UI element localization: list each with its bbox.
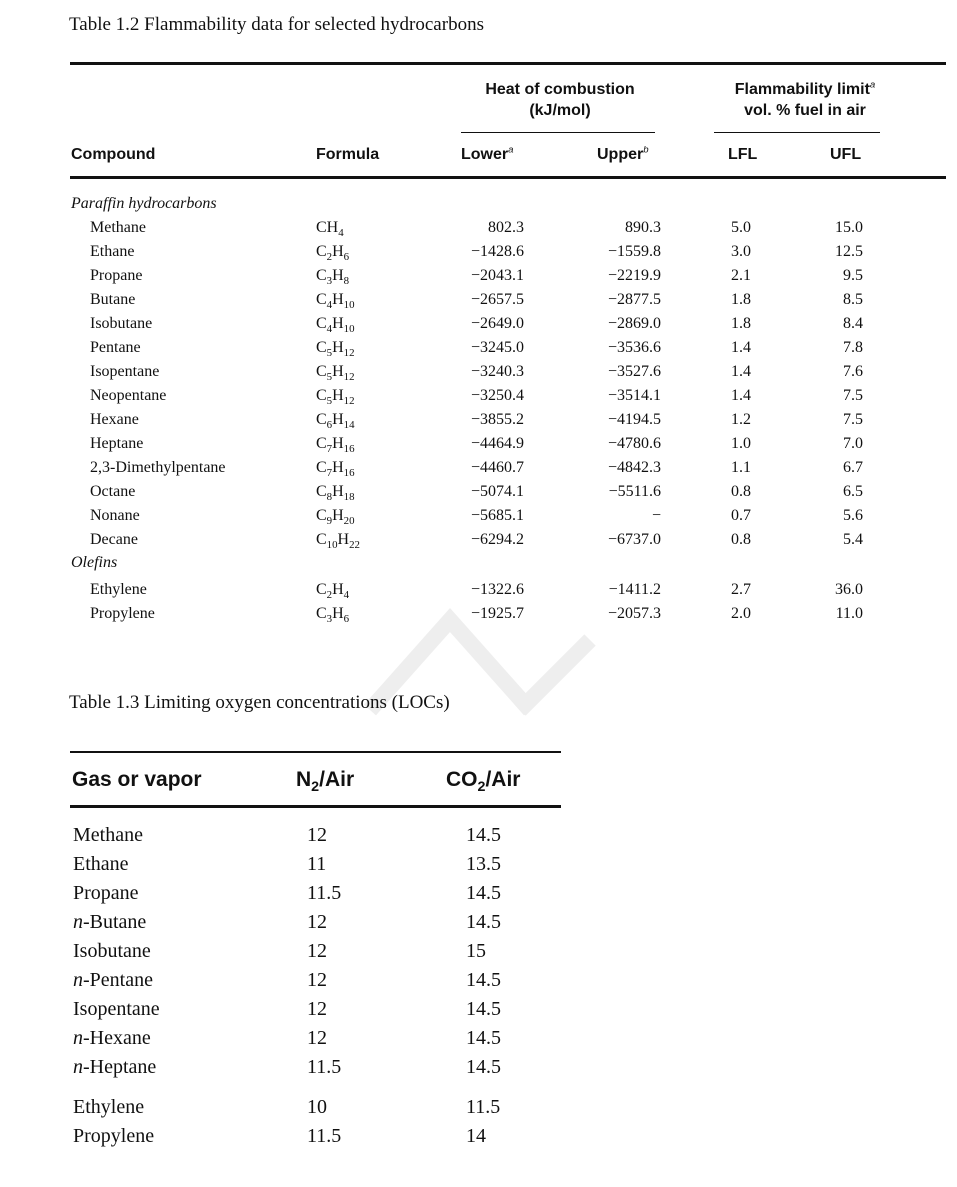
compound-cell: Isobutane	[90, 315, 153, 332]
lfl-cell: 2.0	[731, 605, 751, 622]
compound-cell: Ethylene	[90, 581, 147, 598]
lfl-cell: 1.1	[731, 459, 751, 476]
co2-air-cell: 14.5	[466, 1027, 501, 1049]
gas-name: Propylene	[73, 1125, 155, 1147]
co2-air-cell: 14.5	[466, 998, 501, 1020]
upper-heat-cell: −3514.1	[607, 387, 661, 404]
n2-air-cell: 11.5	[307, 882, 342, 904]
table-row	[0, 1093, 957, 1122]
upper-heat-cell: −1559.8	[607, 243, 661, 260]
col-co2-air	[446, 768, 521, 796]
heat-header-line2: (kJ/mol)	[529, 102, 591, 119]
upper-heat-cell: −4194.5	[607, 411, 661, 428]
gas-name: -Butane	[83, 911, 147, 933]
formula-cell	[316, 384, 355, 408]
col-upper-label: Upper	[597, 146, 644, 163]
lower-heat-cell: −4460.7	[470, 459, 524, 476]
formula-element: C	[316, 459, 327, 476]
gas-name: Propane	[73, 882, 139, 904]
lower-heat-cell: −3855.2	[470, 411, 524, 428]
flam-header-line2: vol. % fuel in air	[744, 102, 866, 119]
lower-heat-cell: −2043.1	[470, 267, 524, 284]
formula-cell	[316, 602, 349, 626]
co2-air-cell: 14.5	[466, 824, 501, 846]
compound-cell: Butane	[90, 291, 136, 308]
formula-cell	[316, 456, 355, 480]
table-row	[0, 384, 957, 408]
ufl-cell: 11.0	[835, 605, 863, 622]
ufl-cell: 7.5	[843, 387, 863, 404]
gas-cell	[73, 966, 153, 995]
formula-element: C	[316, 411, 327, 428]
table-row	[0, 432, 957, 456]
compound-cell: Neopentane	[90, 387, 167, 404]
lfl-cell: 1.4	[731, 387, 751, 404]
formula-element: H	[332, 483, 344, 500]
formula-element: C	[316, 507, 327, 524]
formula-cell	[316, 432, 355, 456]
formula-element: H	[332, 315, 344, 332]
compound-cell: Propane	[90, 267, 143, 284]
formula-cell	[316, 480, 355, 504]
formula-subscript: 8	[343, 275, 350, 288]
compound-cell: Octane	[90, 483, 136, 500]
col-ufl: UFL	[830, 146, 862, 163]
formula-subscript: 6	[326, 419, 333, 432]
upper-heat-cell: −2877.5	[607, 291, 661, 308]
formula-subscript: 4	[343, 589, 350, 602]
table-row	[0, 908, 957, 937]
upper-heat-cell: −2869.0	[607, 315, 661, 332]
gas-name: -Hexane	[83, 1027, 151, 1049]
lfl-cell: 1.8	[731, 291, 751, 308]
n2-air-cell: 12	[307, 911, 327, 933]
compound-cell: Propylene	[90, 605, 155, 622]
gas-cell	[73, 995, 160, 1024]
table-row	[0, 850, 957, 879]
formula-element: C	[316, 581, 327, 598]
col-n2-air	[296, 768, 355, 796]
formula-subscript: 14	[343, 419, 355, 432]
compound-cell: Ethane	[90, 243, 135, 260]
heat-header-line1: Heat of combustion	[485, 81, 635, 98]
formula-cell	[316, 504, 355, 528]
table-row	[0, 240, 957, 264]
note-b-marker: b	[643, 144, 649, 156]
upper-heat-cell: 890.3	[625, 219, 661, 236]
compound-cell: Decane	[90, 531, 138, 548]
gas-name: Isopentane	[73, 998, 160, 1020]
formula-subscript: 10	[343, 323, 355, 336]
gas-name: Isobutane	[73, 940, 151, 962]
lfl-cell: 1.0	[731, 435, 751, 452]
formula-subscript: 7	[326, 467, 333, 480]
formula-element: H	[332, 459, 344, 476]
group-label-olefins: Olefins	[71, 554, 118, 571]
lfl-cell: 0.8	[731, 531, 751, 548]
formula-cell	[316, 360, 355, 384]
gas-prefix: n	[73, 1056, 83, 1078]
formula-subscript: 5	[326, 371, 333, 384]
ufl-cell: 7.8	[843, 339, 863, 356]
formula-element: C	[316, 291, 327, 308]
table-row	[0, 288, 957, 312]
ufl-cell: 5.4	[843, 531, 863, 548]
lfl-cell: 1.2	[731, 411, 751, 428]
table-row	[0, 264, 957, 288]
upper-heat-cell: −3536.6	[607, 339, 661, 356]
formula-subscript: 20	[343, 515, 355, 528]
lower-heat-cell: −5685.1	[470, 507, 524, 524]
note-a-marker: a	[508, 144, 514, 156]
formula-cell	[316, 216, 344, 240]
formula-element: C	[316, 483, 327, 500]
lfl-cell: 5.0	[731, 219, 751, 236]
formula-subscript: 2	[326, 251, 333, 264]
lower-heat-cell: −3245.0	[470, 339, 524, 356]
table-row	[0, 528, 957, 552]
table-1-3-title: Table 1.3 Limiting oxygen concentrations (LOCs)	[69, 692, 450, 713]
formula-subscript: 10	[343, 299, 355, 312]
n2-air-cell: 12	[307, 1027, 327, 1049]
table-row	[0, 312, 957, 336]
table-row	[0, 480, 957, 504]
co2-air-cell: 15	[466, 940, 486, 962]
table-row	[0, 408, 957, 432]
lower-heat-cell: −1322.6	[470, 581, 524, 598]
table-1-3-top-rule	[70, 751, 561, 753]
col-lfl: LFL	[728, 146, 758, 163]
table-1-2-header-rule	[70, 176, 946, 179]
formula-subscript: 22	[349, 539, 360, 552]
formula-element: H	[332, 363, 344, 380]
lower-heat-cell: −3240.3	[470, 363, 524, 380]
table-1-2-top-rule	[70, 62, 946, 65]
gas-prefix: n	[73, 1027, 83, 1049]
table-row	[0, 456, 957, 480]
n2-air-cell: 11.5	[307, 1125, 342, 1147]
gas-cell	[73, 879, 139, 908]
ufl-cell: 6.7	[843, 459, 863, 476]
table-row	[0, 504, 957, 528]
note-a-marker: a	[869, 79, 876, 91]
upper-heat-cell: −2219.9	[607, 267, 661, 284]
formula-element: CH	[316, 219, 339, 236]
gas-name: -Pentane	[83, 969, 153, 991]
formula-cell	[316, 312, 355, 336]
n2-label-air: /Air	[319, 768, 355, 791]
formula-subscript: 12	[343, 395, 355, 408]
ufl-cell: 9.5	[843, 267, 863, 284]
table-row	[0, 360, 957, 384]
gas-name: -Heptane	[83, 1056, 157, 1078]
formula-element: H	[332, 291, 344, 308]
formula-subscript: 16	[343, 467, 355, 480]
formula-element: C	[316, 339, 327, 356]
group-row-paraffin	[0, 192, 957, 216]
table-row	[0, 966, 957, 995]
formula-cell	[316, 288, 355, 312]
formula-cell	[316, 408, 355, 432]
formula-element: H	[337, 531, 350, 548]
heat-of-combustion-header	[450, 79, 670, 121]
co2-label-co: CO	[446, 768, 478, 791]
co2-air-cell: 14.5	[466, 1056, 501, 1078]
table-row	[0, 1024, 957, 1053]
lower-heat-cell: −4464.9	[470, 435, 524, 452]
formula-subscript: 5	[326, 395, 333, 408]
gas-cell	[73, 937, 151, 966]
gas-name: Methane	[73, 824, 143, 846]
formula-subscript: 4	[326, 299, 333, 312]
formula-subscript: 10	[326, 539, 338, 552]
compound-cell: Methane	[90, 219, 146, 236]
formula-cell	[316, 528, 360, 552]
gas-prefix: n	[73, 969, 83, 991]
gas-cell	[73, 850, 129, 879]
compound-cell: Isopentane	[90, 363, 160, 380]
compound-cell: Hexane	[90, 411, 139, 428]
formula-subscript: 4	[326, 323, 333, 336]
col-compound: Compound	[71, 146, 156, 163]
col-upper	[597, 146, 649, 164]
formula-element: C	[316, 435, 327, 452]
formula-element: C	[316, 605, 327, 622]
formula-subscript: 18	[343, 491, 355, 504]
lower-heat-cell: −5074.1	[470, 483, 524, 500]
formula-element: H	[332, 435, 344, 452]
lfl-cell: 1.8	[731, 315, 751, 332]
co2-air-cell: 14	[466, 1125, 486, 1147]
formula-element: H	[332, 605, 344, 622]
formula-cell	[316, 264, 349, 288]
upper-heat-cell: −3527.6	[607, 363, 661, 380]
formula-element: H	[332, 339, 344, 356]
ufl-cell: 5.6	[843, 507, 863, 524]
compound-cell: Pentane	[90, 339, 141, 356]
lfl-cell: 2.1	[731, 267, 751, 284]
lfl-cell: 2.7	[731, 581, 751, 598]
formula-element: C	[316, 315, 327, 332]
n2-label-sub: 2	[311, 779, 320, 796]
lfl-cell: 1.4	[731, 339, 751, 356]
lower-heat-cell: −2649.0	[470, 315, 524, 332]
table-row	[0, 578, 957, 602]
formula-element: H	[332, 581, 344, 598]
table-row	[0, 1122, 957, 1151]
formula-subscript: 4	[338, 227, 344, 240]
flammability-limit-header	[690, 79, 920, 121]
gas-cell	[73, 1024, 151, 1053]
gas-name: Ethylene	[73, 1096, 145, 1118]
compound-cell: 2,3-Dimethylpentane	[90, 459, 226, 476]
co2-air-cell: 11.5	[466, 1096, 501, 1118]
gas-prefix: n	[73, 911, 83, 933]
lower-heat-cell: 802.3	[488, 219, 524, 236]
upper-heat-cell: −2057.3	[607, 605, 661, 622]
ufl-cell: 7.5	[843, 411, 863, 428]
ufl-cell: 7.6	[843, 363, 863, 380]
flam-header-line1: Flammability limit	[734, 81, 870, 98]
table-row	[0, 336, 957, 360]
compound-cell: Nonane	[90, 507, 140, 524]
table-row	[0, 937, 957, 966]
lfl-cell: 0.8	[731, 483, 751, 500]
formula-subscript: 12	[343, 371, 355, 384]
formula-element: H	[332, 387, 344, 404]
upper-heat-cell: −4780.6	[607, 435, 661, 452]
upper-heat-cell: −	[651, 507, 661, 524]
co2-air-cell: 14.5	[466, 969, 501, 991]
formula-subscript: 7	[326, 443, 333, 456]
co2-air-cell: 14.5	[466, 882, 501, 904]
ufl-cell: 12.5	[835, 243, 863, 260]
co2-label-air: /Air	[485, 768, 521, 791]
ufl-cell: 8.4	[843, 315, 863, 332]
lower-heat-cell: −3250.4	[470, 387, 524, 404]
co2-label-sub: 2	[477, 779, 486, 796]
col-formula: Formula	[316, 146, 380, 163]
formula-cell	[316, 240, 349, 264]
formula-subscript: 9	[326, 515, 333, 528]
n2-air-cell: 12	[307, 998, 327, 1020]
table-row	[0, 821, 957, 850]
gas-cell	[73, 821, 143, 850]
formula-subscript: 12	[343, 347, 355, 360]
formula-element: C	[316, 363, 327, 380]
n2-air-cell: 11	[307, 853, 327, 875]
formula-subscript: 6	[343, 613, 350, 626]
compound-cell: Heptane	[90, 435, 144, 452]
n2-air-cell: 10	[307, 1096, 327, 1118]
formula-subscript: 8	[326, 491, 333, 504]
formula-element: H	[332, 243, 344, 260]
formula-element: H	[332, 507, 344, 524]
gas-cell	[73, 1053, 156, 1082]
n2-air-cell: 12	[307, 969, 327, 991]
lfl-cell: 0.7	[731, 507, 751, 524]
n2-label-n: N	[296, 768, 312, 791]
lfl-cell: 3.0	[731, 243, 751, 260]
formula-element: H	[332, 267, 344, 284]
gas-cell	[73, 908, 146, 937]
table-1-3-header-rule	[70, 805, 561, 808]
co2-air-cell: 13.5	[466, 853, 501, 875]
formula-element: H	[332, 411, 344, 428]
col-lower-label: Lower	[461, 146, 509, 163]
n2-air-cell: 12	[307, 940, 327, 962]
upper-heat-cell: −4842.3	[607, 459, 661, 476]
ufl-cell: 15.0	[835, 219, 863, 236]
lower-heat-cell: −1925.7	[470, 605, 524, 622]
table-row	[0, 995, 957, 1024]
gas-cell	[73, 1122, 154, 1151]
formula-element: C	[316, 387, 327, 404]
formula-element: C	[316, 531, 327, 548]
table-row	[0, 1053, 957, 1082]
formula-subscript: 3	[326, 275, 333, 288]
group-row-olefins	[0, 551, 957, 575]
table-row	[0, 879, 957, 908]
formula-cell	[316, 578, 349, 602]
formula-subscript: 16	[343, 443, 355, 456]
formula-cell	[316, 336, 355, 360]
co2-air-cell: 14.5	[466, 911, 501, 933]
lower-heat-cell: −2657.5	[470, 291, 524, 308]
heat-header-rule	[461, 132, 655, 133]
upper-heat-cell: −6737.0	[607, 531, 661, 548]
lower-heat-cell: −6294.2	[470, 531, 524, 548]
n2-air-cell: 12	[307, 824, 327, 846]
formula-subscript: 2	[326, 589, 333, 602]
gas-cell	[73, 1093, 144, 1122]
table-1-2-title: Table 1.2 Flammability data for selected hydrocarbons	[69, 14, 484, 35]
col-gas-or-vapor: Gas or vapor	[72, 768, 202, 791]
gas-name: Ethane	[73, 853, 129, 875]
formula-subscript: 3	[326, 613, 333, 626]
n2-air-cell: 11.5	[307, 1056, 342, 1078]
table-row	[0, 216, 957, 240]
group-label-paraffin: Paraffin hydrocarbons	[71, 195, 217, 212]
ufl-cell: 36.0	[835, 581, 863, 598]
ufl-cell: 6.5	[843, 483, 863, 500]
ufl-cell: 7.0	[843, 435, 863, 452]
formula-element: C	[316, 243, 327, 260]
ufl-cell: 8.5	[843, 291, 863, 308]
formula-subscript: 6	[343, 251, 350, 264]
col-lower	[461, 146, 513, 164]
formula-subscript: 5	[326, 347, 333, 360]
formula-element: C	[316, 267, 327, 284]
lfl-cell: 1.4	[731, 363, 751, 380]
upper-heat-cell: −5511.6	[608, 483, 661, 500]
lower-heat-cell: −1428.6	[470, 243, 524, 260]
flam-header-rule	[714, 132, 880, 133]
upper-heat-cell: −1411.2	[608, 581, 661, 598]
